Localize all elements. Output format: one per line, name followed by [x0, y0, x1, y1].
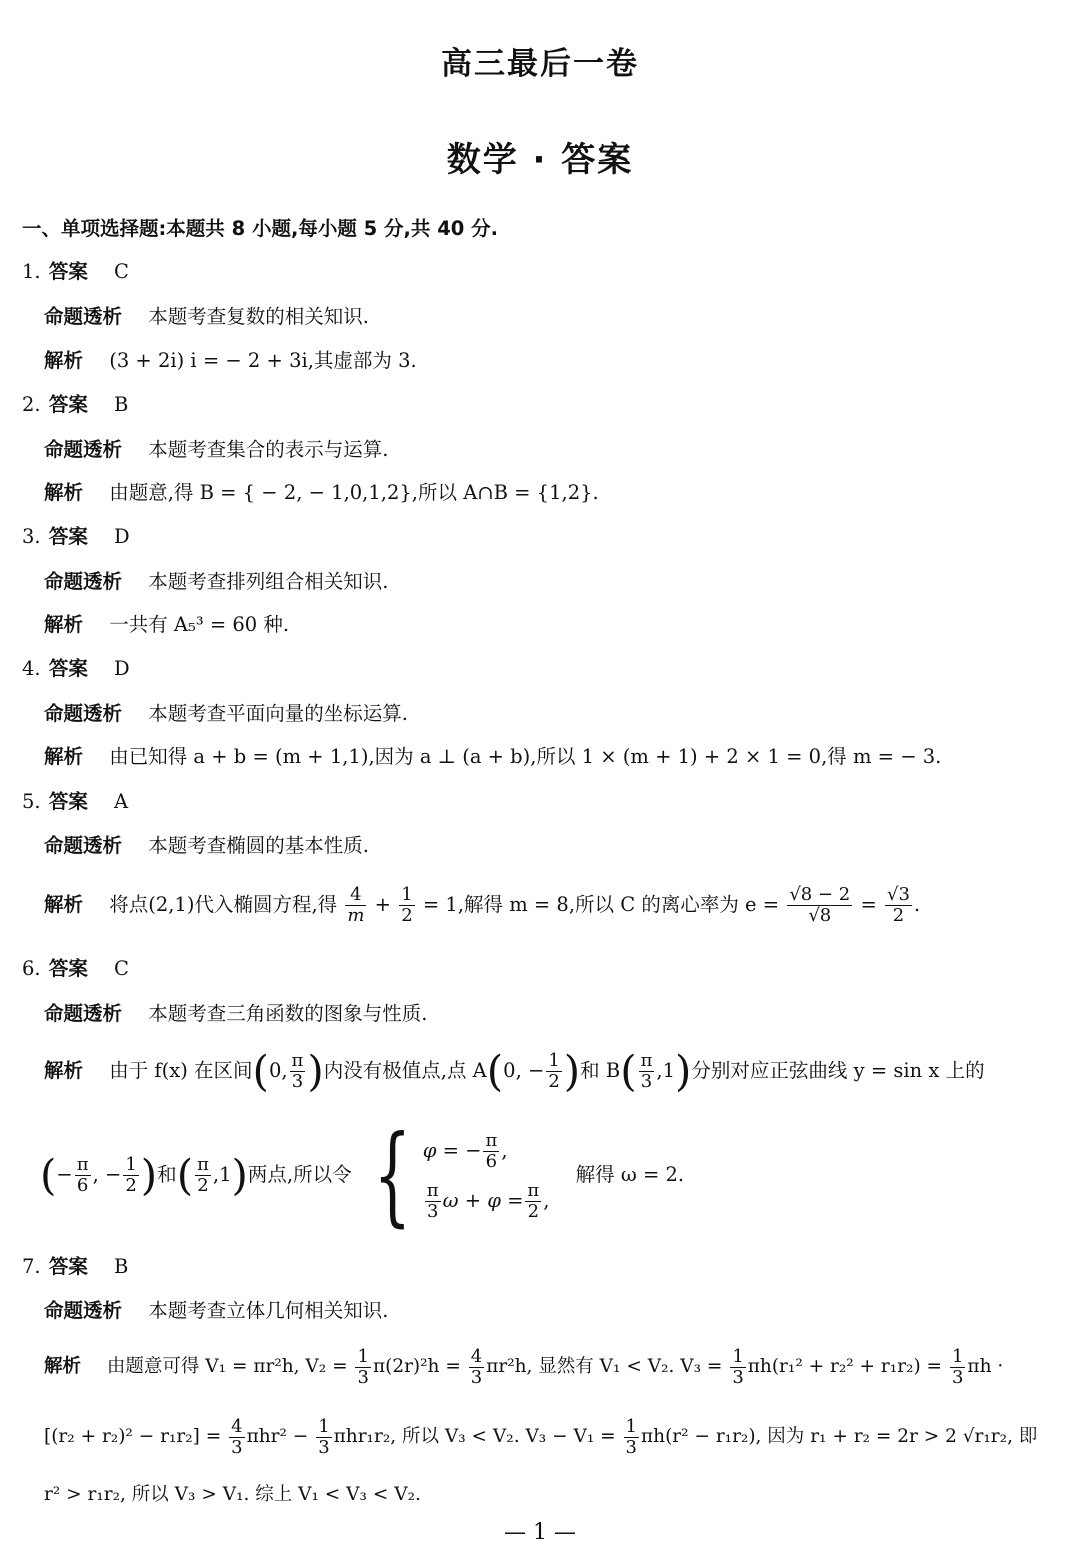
q7-answer-line [22, 1254, 1060, 1280]
q7-insight: 本题考查立体几何相关知识. [148, 1299, 389, 1322]
page-number: — 1 — [504, 1520, 576, 1545]
q5-answer-value: A [114, 790, 129, 813]
q6-insight-line [44, 1001, 1060, 1027]
fraction: $\frac{\pi}{6}$ [76, 1154, 89, 1196]
analysis-label: 解析 [44, 893, 84, 916]
insight-label: 命题透析 [44, 1299, 123, 1322]
q3-analysis: 一共有 A₅³ = 60 种. [109, 613, 290, 636]
fraction: $\frac{1}{3}$ [951, 1345, 964, 1388]
q6-analysis-line-1: 解析 由于 f(x) 在区间(0, $\frac{\pi}{3}$ )内没有极值点,点 A(0, − $\frac{1}{2}$ )和 B( $\frac{\pi}{3}$ ,1)分别对应正弦曲线 y = sin x 上的 [44, 1046, 985, 1096]
q7-analysis-line-2: [(r₂ + r₂)² − r₁r₂] = $\frac{4}{3}$ πhr² − $\frac{1}{3}$ πhr₁r₂, 所以 V₃ < V₂. V₃ − V₁ = $\frac{1}{3}$ πh(r² − r₁r₂), 因为 r₁ + r₂ = 2r > 2 √r₁r₂, 即 [44, 1415, 1038, 1458]
fraction: $\frac{\pi}{2}$ [527, 1180, 540, 1222]
analysis-label: 解析 [44, 745, 84, 768]
q2-analysis-line [44, 480, 1060, 506]
analysis-label: 解析 [44, 1356, 82, 1377]
q7-analysis-line-3: r² > r₁r₂, 所以 V₃ > V₁. 综上 V₁ < V₃ < V₂. [44, 1484, 421, 1505]
fraction: $\frac{1}{3}$ [732, 1345, 744, 1388]
insight-label: 命题透析 [44, 438, 123, 461]
q2-answer-line [22, 392, 1060, 418]
q4-answer-value: D [114, 657, 130, 680]
insight-label: 命题透析 [44, 1002, 123, 1025]
q5-analysis-b: ,解得 m = 8,所以 C 的离心率为 e = [457, 893, 780, 916]
fraction: $\frac{4}{3}$ [231, 1415, 243, 1458]
q1-number: 1. [22, 260, 41, 283]
fraction: $\frac{\pi}{3}$ [426, 1180, 439, 1222]
insight-label: 命题透析 [44, 702, 123, 725]
q3-answer-line [22, 524, 1060, 550]
page-title: 高三最后一卷 [441, 46, 639, 82]
insight-label: 命题透析 [44, 834, 123, 857]
answer-label: 答案 [48, 525, 88, 548]
q3-analysis-line [44, 612, 1060, 638]
q1-analysis-line [44, 348, 1060, 374]
q1-answer-value: C [114, 260, 129, 283]
fraction: $\frac{4}{3}$ [470, 1345, 483, 1388]
fraction: $\frac{4}{m}$ [347, 884, 365, 926]
q5-number: 5. [22, 790, 41, 813]
q4-analysis-line [44, 744, 1060, 770]
q4-insight: 本题考查平面向量的坐标运算. [148, 702, 408, 725]
answer-label: 答案 [48, 1255, 88, 1278]
fraction: $\frac{1}{2}$ [125, 1154, 137, 1196]
page-subtitle: 数学 · 答案 [446, 140, 634, 180]
q5-answer-line [22, 789, 1060, 815]
fraction: $\frac{√3}{2}$ [886, 884, 910, 926]
q3-answer-value: D [114, 525, 130, 548]
q2-number: 2. [22, 393, 41, 416]
fraction: $\frac{1}{2}$ [401, 884, 413, 926]
q7-number: 7. [22, 1255, 41, 1278]
fraction: $\frac{1}{2}$ [548, 1050, 560, 1092]
q4-answer-line [22, 656, 1060, 682]
q5-analysis-line: 解析 将点(2,1)代入椭圆方程,得 $\frac{4}{m}$ + $\frac{1}{2}$ = 1,解得 m = 8,所以 C 的离心率为 e = $\frac{√8 - 2}{√8}$ = $\frac{√3}{2}$ . [44, 884, 921, 926]
q4-number: 4. [22, 657, 41, 680]
fraction: $\frac{1}{3}$ [357, 1345, 369, 1388]
analysis-label: 解析 [44, 1059, 84, 1082]
fraction: $\frac{\pi}{3}$ [640, 1050, 653, 1092]
q7-answer-value: B [114, 1255, 129, 1278]
q6-insight: 本题考查三角函数的图象与性质. [148, 1002, 428, 1025]
q6-number: 6. [22, 957, 41, 980]
q6-answer-line [22, 956, 1060, 982]
q3-number: 3. [22, 525, 41, 548]
q7-insight-line [44, 1298, 1060, 1324]
insight-label: 命题透析 [44, 570, 123, 593]
answer-label: 答案 [48, 790, 88, 813]
q1-insight: 本题考查复数的相关知识. [148, 305, 369, 328]
q1-insight-line [44, 304, 1060, 330]
fraction: $\frac{√8 - 2}{√8}$ [789, 884, 851, 926]
q5-analysis-a: 将点(2,1)代入椭圆方程,得 [109, 893, 338, 916]
q2-analysis: 由题意,得 B = { − 2, − 1,0,1,2},所以 A∩B = {1,2}. [109, 481, 599, 504]
q3-insight: 本题考查排列组合相关知识. [148, 570, 389, 593]
q4-insight-line [44, 701, 1060, 727]
q5-insight-line [44, 833, 1060, 859]
answer-label: 答案 [48, 657, 88, 680]
fraction: $\frac{\pi}{2}$ [197, 1154, 209, 1196]
fraction: $\frac{\pi}{6}$ [485, 1130, 498, 1172]
q2-answer-value: B [114, 393, 129, 416]
answer-label: 答案 [48, 957, 88, 980]
fraction: $\frac{\pi}{3}$ [291, 1050, 304, 1092]
analysis-label: 解析 [44, 481, 84, 504]
equation-system: { φ = − $\frac{\pi}{6}$ , $\frac{\pi}{3}$ ω + φ = $\frac{\pi}{2}$ , [373, 1113, 550, 1238]
q2-insight-line [44, 437, 1060, 463]
fraction: $\frac{1}{3}$ [318, 1415, 330, 1458]
q1-answer-line [22, 259, 1060, 285]
q4-analysis: 由已知得 a + b = (m + 1,1),因为 a ⊥ (a + b),所以 1 × (m + 1) + 2 × 1 = 0,得 m = − 3. [109, 745, 942, 768]
fraction: $\frac{1}{3}$ [625, 1415, 637, 1458]
q1-analysis: (3 + 2i) i = − 2 + 3i,其虚部为 3. [109, 349, 417, 372]
section-heading: 一、单项选择题:本题共 8 小题,每小题 5 分,共 40 分. [22, 217, 499, 240]
insight-label: 命题透析 [44, 305, 123, 328]
q7-analysis-line-1: 解析 由题意可得 V₁ = πr²h, V₂ = $\frac{1}{3}$ π(2r)²h = $\frac{4}{3}$ πr²h, 显然有 V₁ < V₂. V₃ = $\frac{1}{3}$ πh(r₁² + r₂² + r₁r₂) = $\frac{1}{3}$ πh · [44, 1345, 1004, 1388]
q5-insight: 本题考查椭圆的基本性质. [148, 834, 369, 857]
answer-label: 答案 [48, 260, 88, 283]
q3-insight-line [44, 569, 1060, 595]
q6-analysis-line-2: (− $\frac{\pi}{6}$ , − $\frac{1}{2}$ )和( $\frac{\pi}{2}$ ,1)两点,所以令 { φ = − $\frac{\pi}{6}$ , $\frac{\pi}{3}$ ω + φ = $\frac{\pi}{2}$ , 解得 ω = 2. [40, 1113, 685, 1238]
analysis-label: 解析 [44, 349, 84, 372]
analysis-label: 解析 [44, 613, 84, 636]
answer-label: 答案 [48, 393, 88, 416]
q2-insight: 本题考查集合的表示与运算. [148, 438, 389, 461]
q6-answer-value: C [114, 957, 129, 980]
